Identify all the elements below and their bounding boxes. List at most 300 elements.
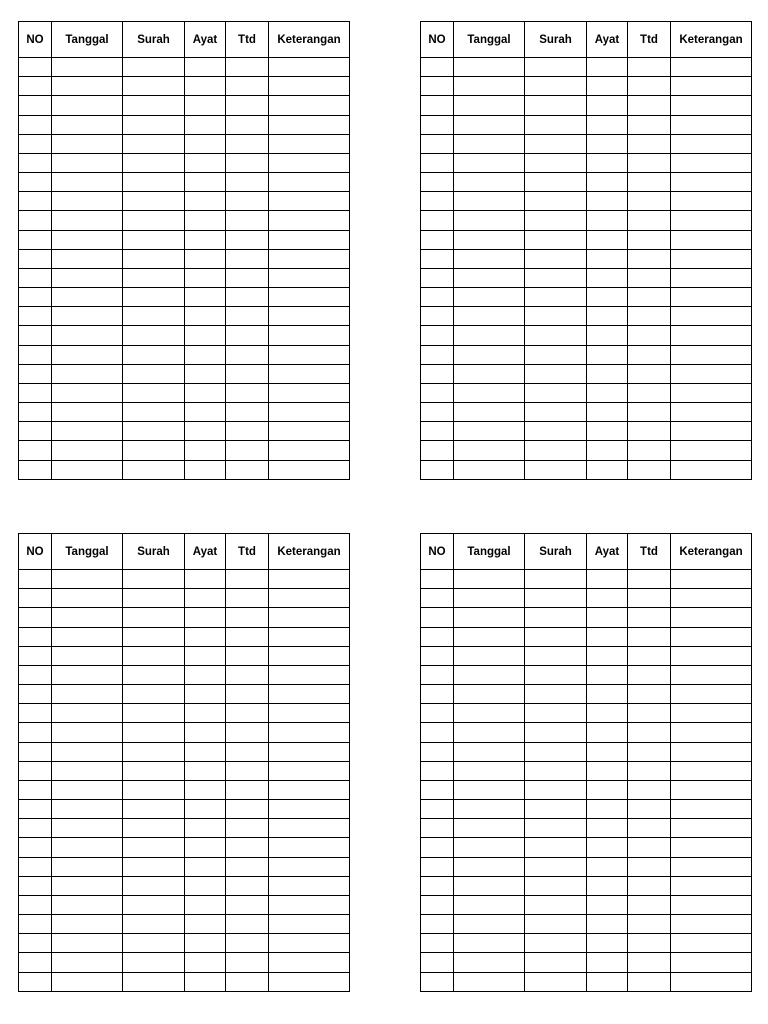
cell-tanggal[interactable] xyxy=(454,58,525,77)
cell-no[interactable] xyxy=(421,230,454,249)
cell-ttd[interactable] xyxy=(226,819,269,838)
cell-ayat[interactable] xyxy=(185,364,226,383)
cell-ttd[interactable] xyxy=(226,115,269,134)
cell-keterangan[interactable] xyxy=(671,77,752,96)
cell-ayat[interactable] xyxy=(587,326,628,345)
cell-surah[interactable] xyxy=(525,857,587,876)
cell-ttd[interactable] xyxy=(628,953,671,972)
cell-ayat[interactable] xyxy=(587,723,628,742)
cell-surah[interactable] xyxy=(123,345,185,364)
cell-keterangan[interactable] xyxy=(269,77,350,96)
cell-no[interactable] xyxy=(421,608,454,627)
cell-tanggal[interactable] xyxy=(454,288,525,307)
cell-ayat[interactable] xyxy=(587,570,628,589)
cell-keterangan[interactable] xyxy=(671,460,752,479)
cell-ttd[interactable] xyxy=(628,627,671,646)
cell-surah[interactable] xyxy=(525,77,587,96)
cell-ttd[interactable] xyxy=(226,96,269,115)
cell-no[interactable] xyxy=(421,876,454,895)
cell-no[interactable] xyxy=(421,249,454,268)
cell-tanggal[interactable] xyxy=(52,249,123,268)
cell-surah[interactable] xyxy=(123,249,185,268)
cell-tanggal[interactable] xyxy=(52,403,123,422)
cell-surah[interactable] xyxy=(525,895,587,914)
cell-ayat[interactable] xyxy=(185,383,226,402)
cell-tanggal[interactable] xyxy=(52,934,123,953)
cell-keterangan[interactable] xyxy=(269,742,350,761)
cell-surah[interactable] xyxy=(123,422,185,441)
cell-ayat[interactable] xyxy=(587,345,628,364)
cell-keterangan[interactable] xyxy=(671,364,752,383)
cell-keterangan[interactable] xyxy=(671,403,752,422)
cell-tanggal[interactable] xyxy=(454,192,525,211)
cell-surah[interactable] xyxy=(123,934,185,953)
cell-tanggal[interactable] xyxy=(454,646,525,665)
cell-ayat[interactable] xyxy=(587,115,628,134)
cell-no[interactable] xyxy=(421,857,454,876)
cell-surah[interactable] xyxy=(525,589,587,608)
cell-no[interactable] xyxy=(421,589,454,608)
cell-tanggal[interactable] xyxy=(454,230,525,249)
cell-keterangan[interactable] xyxy=(269,211,350,230)
cell-no[interactable] xyxy=(421,173,454,192)
cell-keterangan[interactable] xyxy=(269,441,350,460)
cell-ttd[interactable] xyxy=(628,934,671,953)
cell-no[interactable] xyxy=(19,268,52,287)
cell-ttd[interactable] xyxy=(628,96,671,115)
cell-ayat[interactable] xyxy=(587,742,628,761)
cell-ayat[interactable] xyxy=(185,173,226,192)
cell-ayat[interactable] xyxy=(185,723,226,742)
cell-ayat[interactable] xyxy=(185,570,226,589)
cell-surah[interactable] xyxy=(123,211,185,230)
cell-no[interactable] xyxy=(421,422,454,441)
cell-no[interactable] xyxy=(421,704,454,723)
cell-ttd[interactable] xyxy=(628,173,671,192)
cell-tanggal[interactable] xyxy=(52,326,123,345)
cell-no[interactable] xyxy=(421,819,454,838)
cell-surah[interactable] xyxy=(525,211,587,230)
cell-keterangan[interactable] xyxy=(671,627,752,646)
cell-tanggal[interactable] xyxy=(454,249,525,268)
cell-ttd[interactable] xyxy=(628,876,671,895)
cell-ttd[interactable] xyxy=(628,77,671,96)
cell-surah[interactable] xyxy=(525,915,587,934)
cell-no[interactable] xyxy=(19,838,52,857)
cell-tanggal[interactable] xyxy=(52,895,123,914)
cell-ayat[interactable] xyxy=(185,77,226,96)
cell-no[interactable] xyxy=(19,173,52,192)
cell-ttd[interactable] xyxy=(226,665,269,684)
cell-no[interactable] xyxy=(421,403,454,422)
cell-surah[interactable] xyxy=(525,685,587,704)
cell-tanggal[interactable] xyxy=(454,570,525,589)
cell-tanggal[interactable] xyxy=(52,819,123,838)
cell-surah[interactable] xyxy=(123,230,185,249)
cell-keterangan[interactable] xyxy=(269,192,350,211)
cell-keterangan[interactable] xyxy=(671,58,752,77)
cell-ayat[interactable] xyxy=(185,441,226,460)
cell-no[interactable] xyxy=(421,134,454,153)
cell-surah[interactable] xyxy=(123,800,185,819)
cell-tanggal[interactable] xyxy=(454,723,525,742)
cell-surah[interactable] xyxy=(123,876,185,895)
cell-surah[interactable] xyxy=(525,383,587,402)
cell-surah[interactable] xyxy=(525,249,587,268)
cell-tanggal[interactable] xyxy=(52,441,123,460)
cell-ayat[interactable] xyxy=(587,230,628,249)
cell-no[interactable] xyxy=(19,876,52,895)
cell-tanggal[interactable] xyxy=(52,761,123,780)
cell-ayat[interactable] xyxy=(587,441,628,460)
cell-ttd[interactable] xyxy=(628,570,671,589)
cell-ayat[interactable] xyxy=(587,460,628,479)
cell-tanggal[interactable] xyxy=(52,953,123,972)
cell-ayat[interactable] xyxy=(185,230,226,249)
cell-tanggal[interactable] xyxy=(52,422,123,441)
cell-ayat[interactable] xyxy=(185,819,226,838)
cell-no[interactable] xyxy=(421,570,454,589)
cell-keterangan[interactable] xyxy=(671,915,752,934)
cell-keterangan[interactable] xyxy=(269,857,350,876)
cell-ttd[interactable] xyxy=(628,742,671,761)
cell-surah[interactable] xyxy=(123,383,185,402)
cell-ayat[interactable] xyxy=(185,153,226,172)
cell-ttd[interactable] xyxy=(628,723,671,742)
cell-ayat[interactable] xyxy=(587,665,628,684)
cell-keterangan[interactable] xyxy=(269,173,350,192)
cell-ttd[interactable] xyxy=(628,685,671,704)
cell-ayat[interactable] xyxy=(587,780,628,799)
cell-ayat[interactable] xyxy=(587,646,628,665)
cell-ayat[interactable] xyxy=(587,153,628,172)
cell-ttd[interactable] xyxy=(226,307,269,326)
cell-keterangan[interactable] xyxy=(671,972,752,991)
cell-keterangan[interactable] xyxy=(671,345,752,364)
cell-keterangan[interactable] xyxy=(269,780,350,799)
cell-keterangan[interactable] xyxy=(269,646,350,665)
cell-no[interactable] xyxy=(19,192,52,211)
cell-surah[interactable] xyxy=(123,895,185,914)
cell-tanggal[interactable] xyxy=(52,627,123,646)
cell-ayat[interactable] xyxy=(587,915,628,934)
cell-no[interactable] xyxy=(421,895,454,914)
cell-tanggal[interactable] xyxy=(454,685,525,704)
cell-surah[interactable] xyxy=(525,134,587,153)
cell-ttd[interactable] xyxy=(628,895,671,914)
cell-tanggal[interactable] xyxy=(454,761,525,780)
cell-no[interactable] xyxy=(19,857,52,876)
cell-surah[interactable] xyxy=(525,230,587,249)
cell-no[interactable] xyxy=(19,934,52,953)
cell-surah[interactable] xyxy=(525,288,587,307)
cell-keterangan[interactable] xyxy=(671,589,752,608)
cell-ayat[interactable] xyxy=(587,685,628,704)
cell-surah[interactable] xyxy=(525,704,587,723)
cell-no[interactable] xyxy=(19,460,52,479)
cell-tanggal[interactable] xyxy=(52,589,123,608)
cell-ayat[interactable] xyxy=(185,115,226,134)
cell-surah[interactable] xyxy=(525,761,587,780)
cell-ayat[interactable] xyxy=(185,326,226,345)
cell-tanggal[interactable] xyxy=(454,326,525,345)
cell-no[interactable] xyxy=(19,761,52,780)
cell-ayat[interactable] xyxy=(587,972,628,991)
cell-tanggal[interactable] xyxy=(52,665,123,684)
cell-ttd[interactable] xyxy=(628,665,671,684)
cell-no[interactable] xyxy=(19,134,52,153)
cell-tanggal[interactable] xyxy=(52,742,123,761)
cell-ayat[interactable] xyxy=(587,249,628,268)
cell-surah[interactable] xyxy=(525,96,587,115)
cell-ayat[interactable] xyxy=(185,345,226,364)
cell-surah[interactable] xyxy=(123,134,185,153)
cell-tanggal[interactable] xyxy=(454,953,525,972)
cell-surah[interactable] xyxy=(525,838,587,857)
cell-ttd[interactable] xyxy=(628,58,671,77)
cell-surah[interactable] xyxy=(123,364,185,383)
cell-surah[interactable] xyxy=(123,288,185,307)
cell-no[interactable] xyxy=(19,96,52,115)
cell-tanggal[interactable] xyxy=(454,800,525,819)
cell-surah[interactable] xyxy=(123,857,185,876)
cell-keterangan[interactable] xyxy=(269,589,350,608)
cell-ayat[interactable] xyxy=(185,838,226,857)
cell-no[interactable] xyxy=(421,723,454,742)
cell-ttd[interactable] xyxy=(628,153,671,172)
cell-tanggal[interactable] xyxy=(454,704,525,723)
cell-surah[interactable] xyxy=(525,307,587,326)
cell-surah[interactable] xyxy=(525,115,587,134)
cell-surah[interactable] xyxy=(123,570,185,589)
cell-ayat[interactable] xyxy=(185,953,226,972)
cell-keterangan[interactable] xyxy=(269,249,350,268)
cell-keterangan[interactable] xyxy=(671,173,752,192)
cell-tanggal[interactable] xyxy=(52,77,123,96)
cell-keterangan[interactable] xyxy=(269,422,350,441)
cell-no[interactable] xyxy=(421,685,454,704)
cell-ttd[interactable] xyxy=(628,115,671,134)
cell-ttd[interactable] xyxy=(628,383,671,402)
cell-ayat[interactable] xyxy=(185,288,226,307)
cell-keterangan[interactable] xyxy=(269,58,350,77)
cell-ayat[interactable] xyxy=(185,934,226,953)
cell-ttd[interactable] xyxy=(226,249,269,268)
cell-ayat[interactable] xyxy=(185,780,226,799)
cell-ttd[interactable] xyxy=(226,192,269,211)
cell-tanggal[interactable] xyxy=(454,460,525,479)
cell-ayat[interactable] xyxy=(587,383,628,402)
cell-ayat[interactable] xyxy=(587,761,628,780)
cell-keterangan[interactable] xyxy=(269,268,350,287)
cell-keterangan[interactable] xyxy=(671,704,752,723)
cell-surah[interactable] xyxy=(525,441,587,460)
cell-ttd[interactable] xyxy=(628,704,671,723)
cell-ayat[interactable] xyxy=(587,876,628,895)
cell-ayat[interactable] xyxy=(185,665,226,684)
cell-no[interactable] xyxy=(421,665,454,684)
cell-no[interactable] xyxy=(19,230,52,249)
cell-tanggal[interactable] xyxy=(454,895,525,914)
cell-ayat[interactable] xyxy=(587,895,628,914)
cell-tanggal[interactable] xyxy=(52,857,123,876)
cell-surah[interactable] xyxy=(525,742,587,761)
cell-ttd[interactable] xyxy=(226,77,269,96)
cell-ayat[interactable] xyxy=(185,800,226,819)
cell-ttd[interactable] xyxy=(226,134,269,153)
cell-no[interactable] xyxy=(19,441,52,460)
cell-ttd[interactable] xyxy=(628,326,671,345)
cell-ayat[interactable] xyxy=(587,627,628,646)
cell-tanggal[interactable] xyxy=(454,838,525,857)
cell-keterangan[interactable] xyxy=(269,838,350,857)
cell-ayat[interactable] xyxy=(185,211,226,230)
cell-keterangan[interactable] xyxy=(269,915,350,934)
cell-surah[interactable] xyxy=(525,646,587,665)
cell-keterangan[interactable] xyxy=(269,761,350,780)
cell-keterangan[interactable] xyxy=(671,895,752,914)
cell-ayat[interactable] xyxy=(185,915,226,934)
cell-keterangan[interactable] xyxy=(671,422,752,441)
cell-tanggal[interactable] xyxy=(52,915,123,934)
cell-ayat[interactable] xyxy=(185,704,226,723)
cell-keterangan[interactable] xyxy=(671,249,752,268)
cell-tanggal[interactable] xyxy=(52,58,123,77)
cell-tanggal[interactable] xyxy=(52,173,123,192)
cell-ayat[interactable] xyxy=(587,403,628,422)
cell-tanggal[interactable] xyxy=(52,570,123,589)
cell-no[interactable] xyxy=(19,742,52,761)
cell-no[interactable] xyxy=(421,441,454,460)
cell-no[interactable] xyxy=(19,665,52,684)
cell-keterangan[interactable] xyxy=(269,345,350,364)
cell-no[interactable] xyxy=(19,895,52,914)
cell-ayat[interactable] xyxy=(185,895,226,914)
cell-tanggal[interactable] xyxy=(454,742,525,761)
cell-keterangan[interactable] xyxy=(269,326,350,345)
cell-no[interactable] xyxy=(19,364,52,383)
cell-ttd[interactable] xyxy=(226,876,269,895)
cell-keterangan[interactable] xyxy=(671,780,752,799)
cell-no[interactable] xyxy=(421,192,454,211)
cell-ayat[interactable] xyxy=(185,627,226,646)
cell-no[interactable] xyxy=(421,646,454,665)
cell-ayat[interactable] xyxy=(587,192,628,211)
cell-keterangan[interactable] xyxy=(671,665,752,684)
cell-ttd[interactable] xyxy=(226,345,269,364)
cell-ttd[interactable] xyxy=(226,268,269,287)
cell-ayat[interactable] xyxy=(185,857,226,876)
cell-surah[interactable] xyxy=(123,268,185,287)
cell-ayat[interactable] xyxy=(587,173,628,192)
cell-keterangan[interactable] xyxy=(671,838,752,857)
cell-no[interactable] xyxy=(19,211,52,230)
cell-ttd[interactable] xyxy=(226,915,269,934)
cell-ayat[interactable] xyxy=(587,268,628,287)
cell-keterangan[interactable] xyxy=(269,288,350,307)
cell-surah[interactable] xyxy=(123,192,185,211)
cell-keterangan[interactable] xyxy=(671,876,752,895)
cell-ttd[interactable] xyxy=(226,153,269,172)
cell-keterangan[interactable] xyxy=(671,800,752,819)
cell-ttd[interactable] xyxy=(226,685,269,704)
cell-no[interactable] xyxy=(421,915,454,934)
cell-ayat[interactable] xyxy=(587,953,628,972)
cell-ttd[interactable] xyxy=(226,972,269,991)
cell-ttd[interactable] xyxy=(226,441,269,460)
cell-keterangan[interactable] xyxy=(269,934,350,953)
cell-keterangan[interactable] xyxy=(671,383,752,402)
cell-surah[interactable] xyxy=(123,77,185,96)
cell-keterangan[interactable] xyxy=(269,723,350,742)
cell-no[interactable] xyxy=(421,115,454,134)
cell-surah[interactable] xyxy=(123,460,185,479)
cell-tanggal[interactable] xyxy=(454,134,525,153)
cell-keterangan[interactable] xyxy=(269,134,350,153)
cell-no[interactable] xyxy=(421,953,454,972)
cell-keterangan[interactable] xyxy=(671,288,752,307)
cell-tanggal[interactable] xyxy=(454,876,525,895)
cell-ttd[interactable] xyxy=(226,403,269,422)
cell-tanggal[interactable] xyxy=(52,96,123,115)
cell-ayat[interactable] xyxy=(185,307,226,326)
cell-ayat[interactable] xyxy=(185,422,226,441)
cell-tanggal[interactable] xyxy=(454,915,525,934)
cell-ttd[interactable] xyxy=(628,364,671,383)
cell-surah[interactable] xyxy=(123,173,185,192)
cell-ttd[interactable] xyxy=(226,460,269,479)
cell-ttd[interactable] xyxy=(628,915,671,934)
cell-ttd[interactable] xyxy=(628,780,671,799)
cell-no[interactable] xyxy=(19,403,52,422)
cell-keterangan[interactable] xyxy=(671,685,752,704)
cell-no[interactable] xyxy=(421,153,454,172)
cell-surah[interactable] xyxy=(525,403,587,422)
cell-ttd[interactable] xyxy=(226,934,269,953)
cell-ttd[interactable] xyxy=(628,345,671,364)
cell-tanggal[interactable] xyxy=(52,345,123,364)
cell-tanggal[interactable] xyxy=(454,115,525,134)
cell-ayat[interactable] xyxy=(587,819,628,838)
cell-ayat[interactable] xyxy=(185,268,226,287)
cell-ttd[interactable] xyxy=(628,819,671,838)
cell-ttd[interactable] xyxy=(226,383,269,402)
cell-surah[interactable] xyxy=(123,441,185,460)
cell-surah[interactable] xyxy=(525,627,587,646)
cell-no[interactable] xyxy=(421,211,454,230)
cell-tanggal[interactable] xyxy=(454,608,525,627)
cell-surah[interactable] xyxy=(123,326,185,345)
cell-ttd[interactable] xyxy=(628,761,671,780)
cell-ttd[interactable] xyxy=(628,403,671,422)
cell-tanggal[interactable] xyxy=(454,364,525,383)
cell-tanggal[interactable] xyxy=(52,364,123,383)
cell-surah[interactable] xyxy=(525,800,587,819)
cell-keterangan[interactable] xyxy=(671,723,752,742)
cell-keterangan[interactable] xyxy=(269,876,350,895)
cell-surah[interactable] xyxy=(123,627,185,646)
cell-surah[interactable] xyxy=(525,934,587,953)
cell-no[interactable] xyxy=(19,115,52,134)
cell-no[interactable] xyxy=(19,704,52,723)
cell-no[interactable] xyxy=(19,608,52,627)
cell-surah[interactable] xyxy=(123,780,185,799)
cell-surah[interactable] xyxy=(123,589,185,608)
cell-no[interactable] xyxy=(19,58,52,77)
cell-keterangan[interactable] xyxy=(671,134,752,153)
cell-surah[interactable] xyxy=(525,460,587,479)
cell-surah[interactable] xyxy=(525,268,587,287)
